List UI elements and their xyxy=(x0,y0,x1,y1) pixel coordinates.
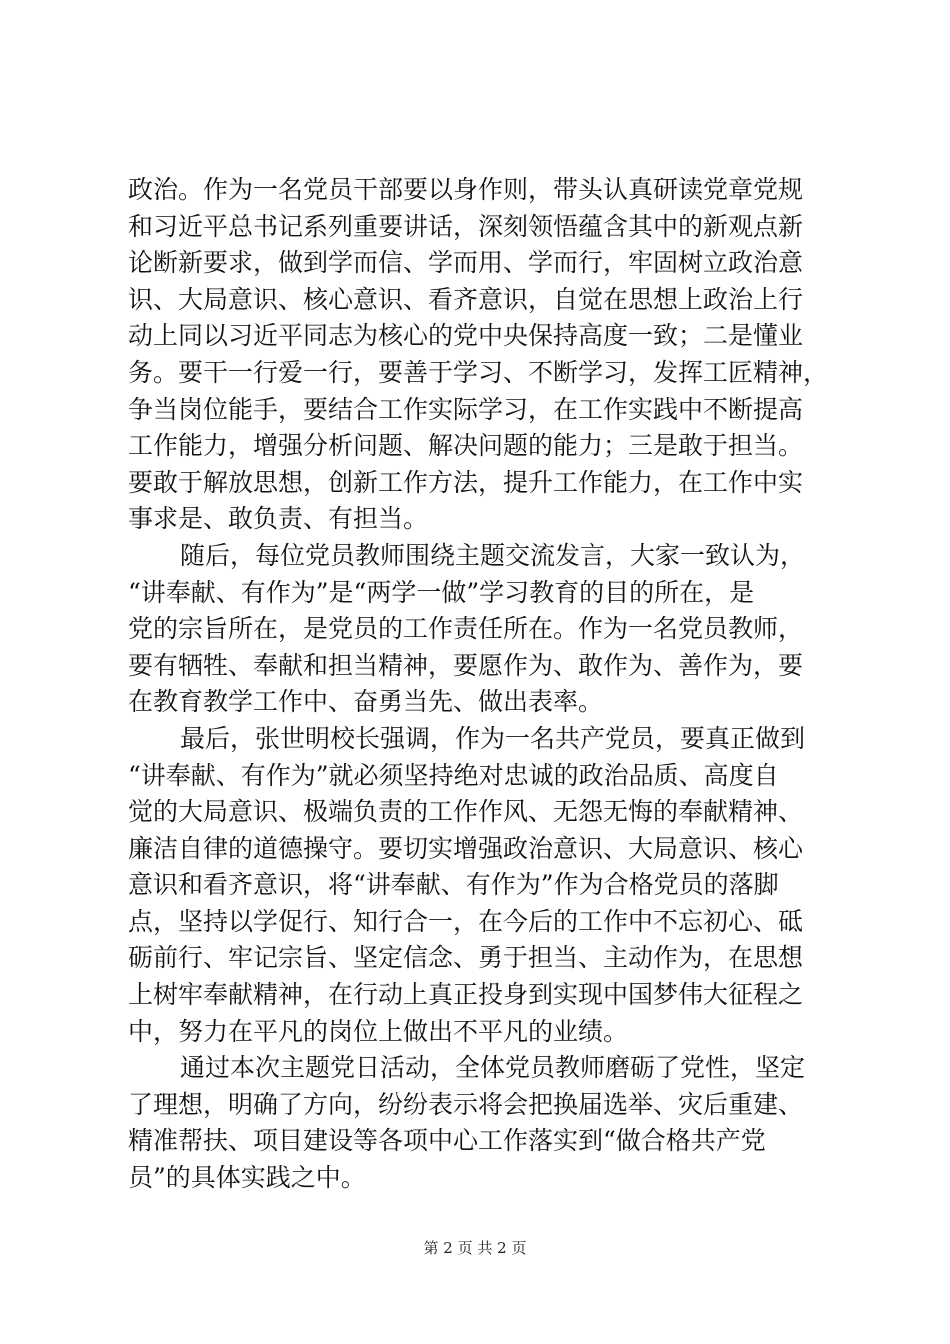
text-line: 事求是、敢负责、有担当。 xyxy=(128,504,429,534)
page-footer: 第 2 页 共 2 页 xyxy=(423,1239,527,1257)
text-line: 要有牺牲、奉献和担当精神，要愿作为、敢作为、善作为，要 xyxy=(128,650,804,680)
paragraph-start-line: 最后，张世明校长强调，作为一名共产党员，要真正做到 xyxy=(180,723,806,753)
text-line: 在教育教学工作中、奋勇当先、做出表率。 xyxy=(128,687,604,717)
text-line: 意识和看齐意识，将“讲奉献、有作为”作为合格党员的落脚 xyxy=(128,870,779,900)
text-line: 要敢于解放思想，创新工作方法，提升工作能力，在工作中实 xyxy=(128,467,804,497)
text-line: 廉洁自律的道德操守。要切实增强政治意识、大局意识、核心 xyxy=(128,833,804,863)
text-line: 党的宗旨所在，是党员的工作责任所在。作为一名党员教师， xyxy=(128,614,804,644)
text-line: 和习近平总书记系列重要讲话，深刻领悟蕴含其中的新观点新 xyxy=(128,211,804,241)
text-line: 动上同以习近平同志为核心的党中央保持高度一致；二是懂业 xyxy=(128,321,804,351)
text-line: 点，坚持以学促行、知行合一，在今后的工作中不忘初心、砥 xyxy=(128,906,804,936)
paragraph-start-line: 随后，每位党员教师围绕主题交流发言，大家一致认为， xyxy=(180,540,806,570)
text-line: 中，努力在平凡的岗位上做出不平凡的业绩。 xyxy=(128,1016,629,1046)
text-line: 上树牢奉献精神，在行动上真正投身到实现中国梦伟大征程之 xyxy=(128,980,804,1010)
text-line: “讲奉献、有作为”是“两学一做”学习教育的目的所在，是 xyxy=(128,577,755,607)
text-line: 了理想，明确了方向，纷纷表示将会把换届选举、灾后重建、 xyxy=(128,1089,804,1119)
text-line: 工作能力，增强分析问题、解决问题的能力；三是敢于担当。 xyxy=(128,431,804,461)
text-line: 争当岗位能手，要结合工作实际学习，在工作实践中不断提高 xyxy=(128,394,804,424)
text-line: 政治。作为一名党员干部要以身作则，带头认真研读党章党规 xyxy=(128,175,804,204)
paragraph-start-line: 通过本次主题党日活动，全体党员教师磨砺了党性，坚定 xyxy=(180,1053,806,1083)
text-line: 觉的大局意识、极端负责的工作作风、无怨无悔的奉献精神、 xyxy=(128,797,804,827)
text-line: “讲奉献、有作为”就必须坚持绝对忠诚的政治品质、高度自 xyxy=(128,760,779,790)
text-line: 务。要干一行爱一行，要善于学习、不断学习，发挥工匠精神， xyxy=(128,357,829,387)
text-line: 员”的具体实践之中。 xyxy=(128,1163,366,1193)
text-line: 论断新要求，做到学而信、学而用、学而行，牢固树立政治意 xyxy=(128,248,804,278)
text-line: 精准帮扶、项目建设等各项中心工作落实到“做合格共产党 xyxy=(128,1126,766,1156)
text-line: 识、大局意识、核心意识、看齐意识，自觉在思想上政治上行 xyxy=(128,284,804,314)
body-text xyxy=(128,172,836,1197)
text-line: 砺前行、牢记宗旨、坚定信念、勇于担当、主动作为，在思想 xyxy=(128,943,804,973)
